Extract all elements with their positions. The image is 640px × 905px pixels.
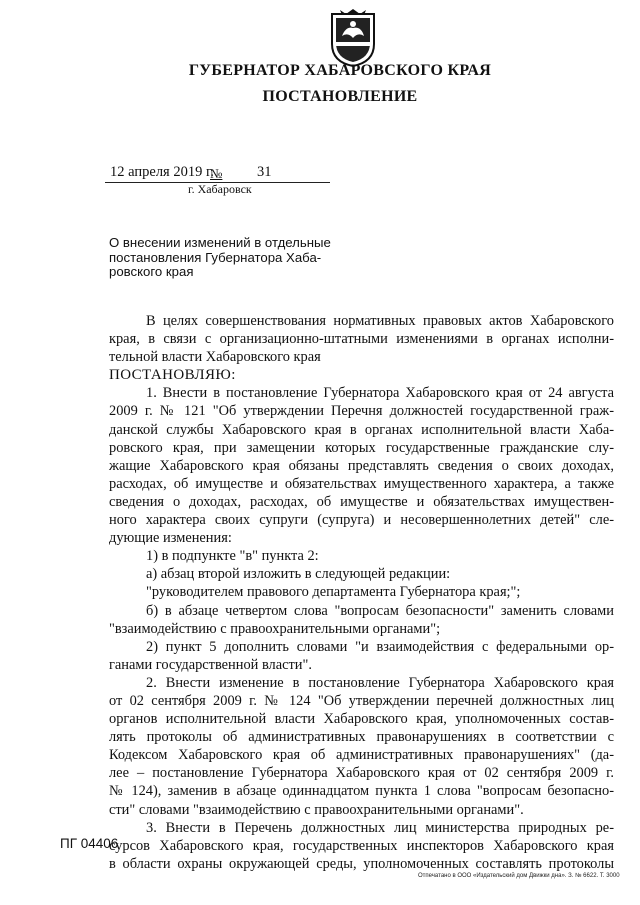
- printer-note: Отпечатано в ООО «Издательский дом Движки дна». З. № 6622. Т. 3000: [418, 873, 620, 879]
- body-line: 1) в подпункте "в" пункта 2:: [146, 548, 319, 565]
- coat-of-arms-emblem: [328, 8, 378, 68]
- document-subject: [109, 236, 349, 280]
- number-label: №: [210, 166, 223, 181]
- body-line: 2. Внести изменение в постановление Губернатора Хабаровского края: [146, 674, 614, 691]
- body-line: сурсов Хабаровского края, государственных инспекторов Хабаровского края: [109, 837, 614, 854]
- authority-title: ГУБЕРНАТОР ХАБАРОВСКОГО КРАЯ: [188, 62, 492, 79]
- body-line: расходах, об имуществе и обязательствах имущественного характера, а также: [109, 475, 614, 492]
- body-line: сведения о доходах, расходах, об имуществе и обязательствах имуществен-: [109, 493, 614, 510]
- body-line: дующие изменения:: [109, 530, 232, 547]
- body-line: данской службы Хабаровского края в органах исполнительной власти Хаба-: [109, 421, 614, 438]
- body-line: ного характера своих супруги (супруга) и несовершеннолетних детей" сле-: [109, 512, 614, 529]
- body-line: "руководителем правового департамента Губернатора края;";: [146, 584, 521, 601]
- body-line: ганами государственной власти".: [109, 656, 312, 673]
- body-line: тельной власти Хабаровского края: [109, 349, 321, 366]
- body-line: лее – постановление Губернатора Хабаровского края от 02 сентября 2009 г.: [109, 765, 614, 782]
- body-line: 2) пункт 5 дополнить словами "и взаимодействия с федеральными ор-: [146, 638, 614, 655]
- body-line: края, в связи с организационно-штатными изменениями в органах исполни-: [109, 331, 614, 348]
- body-line: 3. Внести в Перечень должностных лиц министерства природных ре-: [146, 819, 614, 836]
- body-line: ровского края, при замещении которых государственные гражданские слу-: [109, 439, 614, 456]
- body-line: а) абзац второй изложить в следующей редакции:: [146, 566, 451, 583]
- body-line: 2009 г. № 121 "Об утверждении Перечня должностей государственной граж-: [109, 403, 614, 420]
- subject-line: О внесении изменений в отдельные: [109, 235, 331, 250]
- document-date: 12 апреля 2019 г.: [110, 164, 214, 180]
- body-line: органов исполнительной власти Хабаровского края, уполномоченных состав-: [109, 711, 614, 728]
- document-city: г. Хабаровск: [188, 182, 252, 196]
- body-line: В целях совершенствования нормативных правовых актов Хабаровского: [146, 313, 614, 329]
- body-line: Кодексом Хабаровского края об административных правонарушениях" (да-: [109, 747, 614, 764]
- document-body: [109, 312, 614, 873]
- body-line: от 02 сентября 2009 г. № 124 "Об утверждении перечней должностных лиц: [109, 692, 614, 709]
- date-number-line: [105, 164, 330, 183]
- body-line: 1. Внести в постановление Губернатора Хабаровского края от 24 августа: [146, 385, 614, 402]
- subject-line: постановления Губернатора Хаба-: [109, 249, 322, 265]
- body-line: в области охраны окружающей среды, уполномоченных составлять протоколы: [109, 855, 614, 872]
- body-line: № 124), заменив в абзаце одиннадцатом пункта 1 слова "вопросам безопасно-: [109, 783, 614, 800]
- body-line: жащие Хабаровского края обязаны представлять сведения о своих доходах,: [109, 457, 614, 474]
- subject-line: ровского края: [109, 264, 194, 280]
- body-line: сти" словами "взаимодействию с правоохранительными органами".: [109, 801, 524, 818]
- body-line: б) в абзаце четвертом слова "вопросам безопасности" заменить словами: [146, 602, 614, 619]
- form-stamp-code: ПГ 04406: [60, 836, 119, 851]
- document-number: 31: [257, 164, 272, 180]
- body-line: "взаимодействию с правоохранительными органами";: [109, 620, 441, 637]
- decree-word: ПОСТАНОВЛЯЮ:: [109, 367, 236, 384]
- document-type-title: ПОСТАНОВЛЕНИЕ: [262, 88, 418, 105]
- body-line: лять протоколы об административных правонарушениях в соответствии с: [109, 729, 614, 746]
